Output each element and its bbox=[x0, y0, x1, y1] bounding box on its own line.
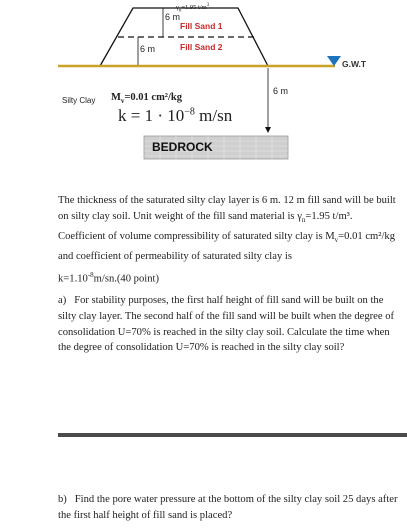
question-b bbox=[58, 492, 398, 524]
unit-weight-label: $\gamma_n=1.95$ $t/m^3$ bbox=[176, 3, 210, 14]
section-divider bbox=[58, 433, 407, 437]
dimension-arrow-icon bbox=[265, 127, 271, 133]
question-a-text: For stability purposes, the first half height of fill sand will be built on the silty clay layer. The second half of the fill sand will be built when the degree of consolidation U=70% is reached in the silty clay soil. Calculate the time when the degree of consolidation U=70% is reached in the silty clay soil? bbox=[58, 295, 395, 354]
clay-thickness-label: 6 m bbox=[273, 86, 289, 96]
silty-clay-label: Silty Clay bbox=[62, 96, 96, 105]
mv-label: $M_v=0.01$ cm²/kg bbox=[111, 92, 182, 106]
bedrock-label: BEDROCK bbox=[152, 140, 213, 154]
fill-sand-2-label: Fill Sand 2 bbox=[180, 42, 223, 52]
fill-2-height-label: 6 m bbox=[140, 44, 156, 54]
question-a bbox=[58, 293, 398, 356]
fill-sand-1-label: Fill Sand 1 bbox=[180, 21, 223, 31]
fill-1-height-label: 6 m bbox=[165, 12, 181, 22]
gwt-label: G.W.T bbox=[342, 59, 367, 69]
question-b-label: b) bbox=[58, 494, 67, 505]
permeability-line: $k=1.10^{-8}m/sn.(40$ point) bbox=[58, 271, 159, 285]
permeability-expression: $k = 1 \cdot 10^{-8}$ m/sn bbox=[118, 106, 233, 125]
question-a-label: a) bbox=[58, 295, 67, 306]
problem-statement: The thickness of the saturated silty clay layer is 6 m. 12 m fill sand will be built on silty clay soil. Unit weight of the fill sand material is $\gamma_n=1.95$ t/m³. Coefficient of volume compressibility of saturated silty clay is $M_v=0.01$ cm²/kg and coefficient of permeability of saturated silty clay is bbox=[58, 195, 396, 262]
gwt-triangle-icon bbox=[327, 56, 341, 66]
question-b-text: Find the pore water pressure at the bottom of the silty clay soil 25 days after the first half height of fill sand is placed? bbox=[58, 494, 398, 521]
